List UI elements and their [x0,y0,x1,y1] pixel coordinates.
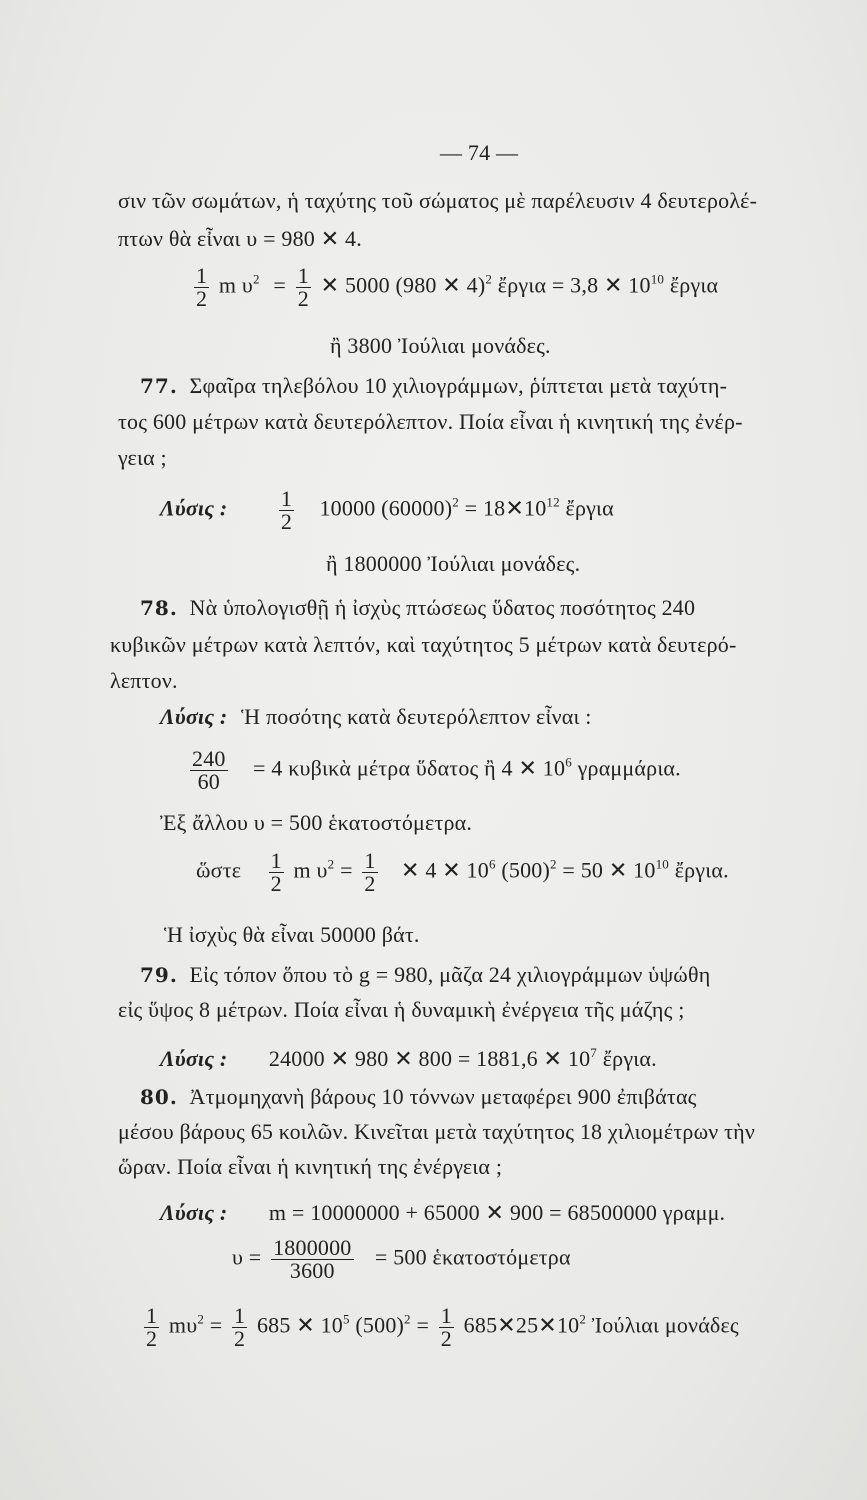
fraction-half: $\frac{1}{2}$ [297,263,309,311]
problem-80: 80. Ἀτμομηχανὴ βάρους 10 τόννων μεταφέρει 900 ἐπιβάτας [140,1084,697,1109]
fraction-half: $\frac{1}{2}$ [280,486,293,534]
fraction-240-60: $\frac{240}{60}$ [192,746,226,794]
equation-final: $\frac{1}{2}$ $m\upsilon^2$ = $\frac{1}{2}$ 685 ✕ $10^5$ $(500)^2$ = $\frac{1}{2}$ $685✕25✕10^2$ Ἰούλιαι μονάδες [146,1303,739,1351]
text-line: τος 600 μέτρων κατὰ δευτερόλεπτον. Ποία εἶναι ἡ κινητική της ἐνέρ- [118,409,743,434]
solution-79: Λύσις : 24000 ✕ 980 ✕ 800 = 1881,6 ✕ $10^7$ ἔργια. [160,1045,657,1071]
text-line: κυβικῶν μέτρων κατὰ λεπτόν, καὶ ταχύτητος 5 μέτρων κατὰ δευτερό- [110,632,737,657]
text-line: γεια ; [118,445,167,470]
problem-77: 77. Σφαῖρα τηλεβόλου 10 χιλιογράμμων, ῥίπτεται μετὰ ταχύτη- [140,373,728,398]
problem-number: 78. [140,596,178,620]
page-number: — 74 — [440,140,519,165]
solution-label: Λύσις : [160,1046,228,1071]
fraction-half: $\frac{1}{2}$ [234,1303,246,1351]
text-line: ὥραν. Ποία εἶναι ἡ κινητική της ἐνέργεια ; [118,1154,503,1179]
solution-77: Λύσις : $\frac{1}{2}$ 10000 $(60000)^2$ = $18✕10^{12}$ ἔργια [160,486,614,534]
solution-label: Λύσις : [160,495,228,521]
fraction-half: $\frac{1}{2}$ [196,263,208,311]
fraction-half: $\frac{1}{2}$ [440,1303,452,1351]
problem-79: 79. Εἰς τόπον ὅπου τὸ g = 980, μᾶζα 24 χιλιογράμμων ὑψώθη [140,962,711,987]
solution-label: Λύσις : [160,704,228,729]
equation-power: ὥστε $\frac{1}{2}$ m $\upsilon^2$ = $\frac{1}{2}$ ✕ 4 ✕ $10^6$ $(500)^2 = 50$ ✕ $10^{10}$ ἔργια. [196,848,729,896]
text-line: Ἡ ἰσχὺς θὰ εἶναι 50000 βάτ. [164,922,420,947]
fraction-velocity: $\frac{1800000}{3600}$ [273,1235,352,1283]
solution-label: Λύσις : [160,1200,228,1225]
solution-80: Λύσις : m = 10000000 + 65000 ✕ 900 = 68500000 γραμμ. [160,1200,726,1225]
text-line: μέσου βάρους 65 κοιλῶν. Κινεῖται μετὰ ταχύτητος 18 χιλιομέτρων τὴν [118,1119,755,1144]
problem-78: 78. Νὰ ὑπολογισθῇ ἡ ἰσχὺς πτώσεως ὕδατος ποσότητος 240 [140,595,696,620]
text-line: λεπτον. [110,668,178,693]
problem-number: 77. [140,374,178,398]
text-line: Ἐξ ἄλλου υ = 500 ἑκατοστόμετρα. [160,810,473,835]
fraction-half: $\frac{1}{2}$ [270,848,282,896]
problem-number: 79. [140,963,178,987]
text-line: πτων θὰ εἶναι υ = 980 ✕ 4. [118,226,362,251]
solution-78: Λύσις : Ἡ ποσότης κατὰ δευτερόλεπτον εἶναι : [160,704,592,729]
fraction-half: $\frac{1}{2}$ [146,1303,158,1351]
text-line: ἢ 3800 Ἰούλιαι μονάδες. [330,333,551,358]
text-line: σιν τῶν σωμάτων, ἡ ταχύτης τοῦ σώματος μὲ παρέλευσιν 4 δευτερολέ- [118,188,758,213]
equation-flow: $\frac{240}{60}$ = 4 κυβικὰ μέτρα ὕδατος ἢ 4 ✕ $10^6$ γραμμάρια. [192,746,681,794]
equation-kinetic-energy: $\frac{1}{2}$ m $\upsilon^2$ = $\frac{1}{2}$ ✕ 5000 (980 ✕ 4)$^2$ ἔργια = 3,8 ✕ $10^{10}$ ἔργια [196,263,719,311]
fraction-half: $\frac{1}{2}$ [364,848,376,896]
equation-velocity: υ = $\frac{1800000}{3600}$ = 500 ἑκατοστόμετρα [232,1235,571,1283]
text-line: εἰς ὕψος 8 μέτρων. Ποία εἶναι ἡ δυναμικὴ ἐνέργεια τῆς μάζης ; [118,997,685,1022]
problem-number: 80. [140,1085,178,1109]
text-line: ἢ 1800000 Ἰούλιαι μονάδες. [326,551,581,576]
